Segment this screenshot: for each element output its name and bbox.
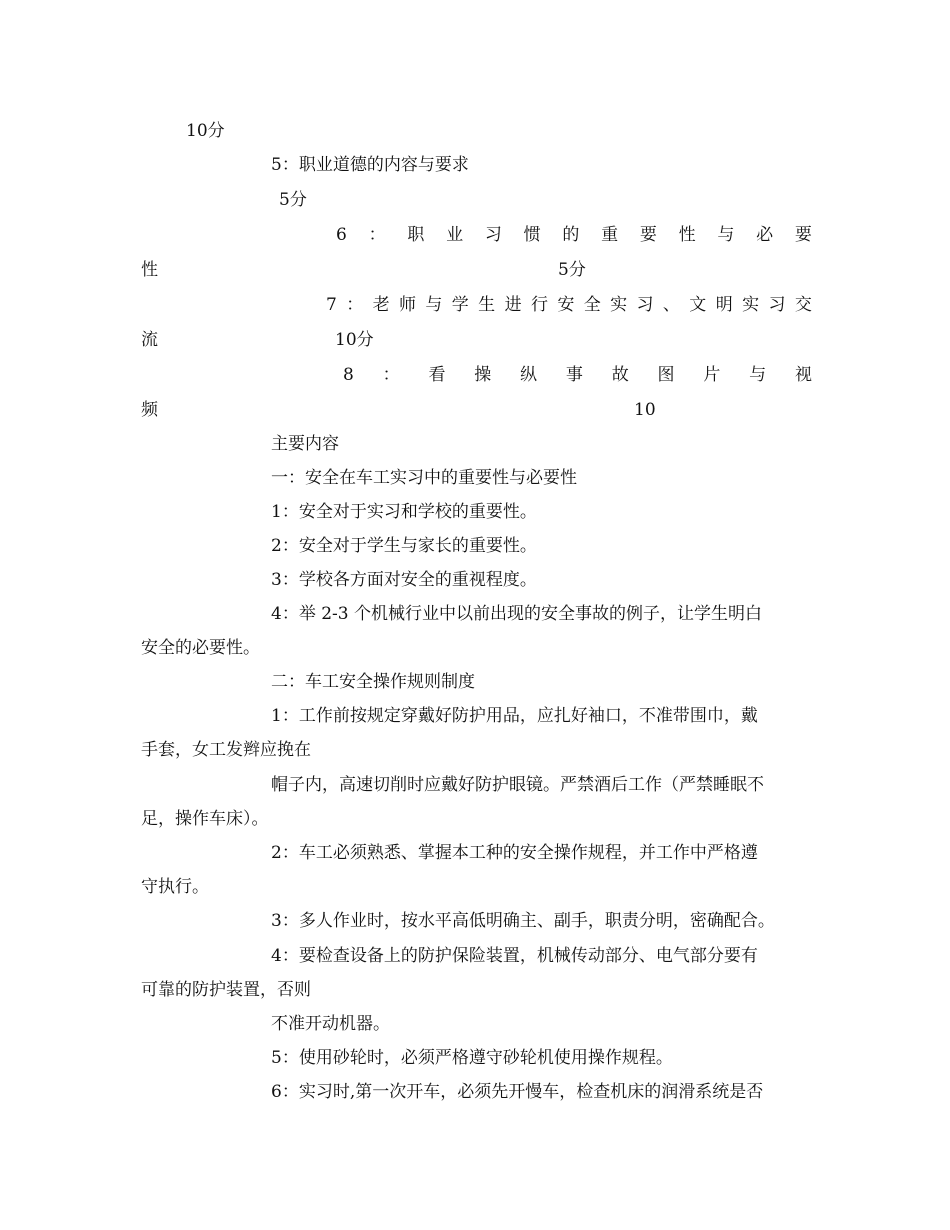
item6-tail: 性	[141, 260, 158, 280]
item6-time: 5分	[558, 260, 586, 280]
item8-title: 8 ： 看 操 纵 事 故 图 片 与 视	[343, 365, 812, 385]
s2-item1-line2: 手套，女工发辫应挽在	[141, 740, 311, 760]
s1-item2: 2：安全对于学生与家长的重要性。	[271, 536, 537, 556]
section2-title: 二：车工安全操作规则制度	[271, 672, 475, 692]
s2-item2-line1: 2：车工必须熟悉、掌握本工种的安全操作规程，并工作中严格遵	[271, 843, 758, 863]
item7-title: 7 ： 老 师 与 学 生 进 行 安 全 实 习 、 文 明 实 习 交	[326, 295, 812, 315]
s2-item4-line1: 4：要检查设备上的防护保险装置，机械传动部分、电气部分要有	[271, 946, 758, 966]
s2-item4-line3: 不准开动机器。	[271, 1014, 390, 1034]
s2-item5: 5：使用砂轮时，必须严格遵守砂轮机使用操作规程。	[271, 1048, 673, 1068]
main-content-heading: 主要内容	[271, 434, 339, 454]
item8-time: 10	[634, 400, 656, 420]
s2-item1-line1: 1：工作前按规定穿戴好防护用品，应扎好袖口，不准带围巾，戴	[271, 706, 758, 726]
s2-item1-line4: 足，操作车床）。	[141, 809, 269, 829]
item5-title: 5：职业道德的内容与要求	[271, 155, 469, 175]
s2-item1-line3: 帽子内，高速切削时应戴好防护眼镜。严禁酒后工作（严禁睡眠不	[271, 775, 764, 795]
item4-time: 10分	[186, 121, 225, 141]
item6-title: 6 ： 职 业 习 惯 的 重 要 性 与 必 要	[336, 225, 812, 245]
item8-tail: 频	[141, 400, 158, 420]
s1-item4-line1: 4：举 2-3 个机械行业中以前出现的安全事故的例子，让学生明白	[271, 604, 762, 624]
s1-item4-line2: 安全的必要性。	[141, 638, 260, 658]
item5-time: 5分	[279, 190, 307, 210]
item7-tail: 流	[141, 330, 158, 350]
section1-title: 一：安全在车工实习中的重要性与必要性	[271, 468, 577, 488]
s2-item3: 3：多人作业时，按水平高低明确主、副手，职责分明，密确配合。	[271, 911, 775, 931]
s1-item3: 3：学校各方面对安全的重视程度。	[271, 570, 537, 590]
s2-item2-line2: 守执行。	[141, 877, 209, 897]
s2-item4-line2: 可靠的防护装置，否则	[141, 980, 311, 1000]
s1-item1: 1：安全对于实习和学校的重要性。	[271, 502, 537, 522]
item7-time: 10分	[335, 330, 374, 350]
s2-item6-line1: 6：实习时,第一次开车，必须先开慢车，检查机床的润滑系统是否	[271, 1082, 764, 1102]
